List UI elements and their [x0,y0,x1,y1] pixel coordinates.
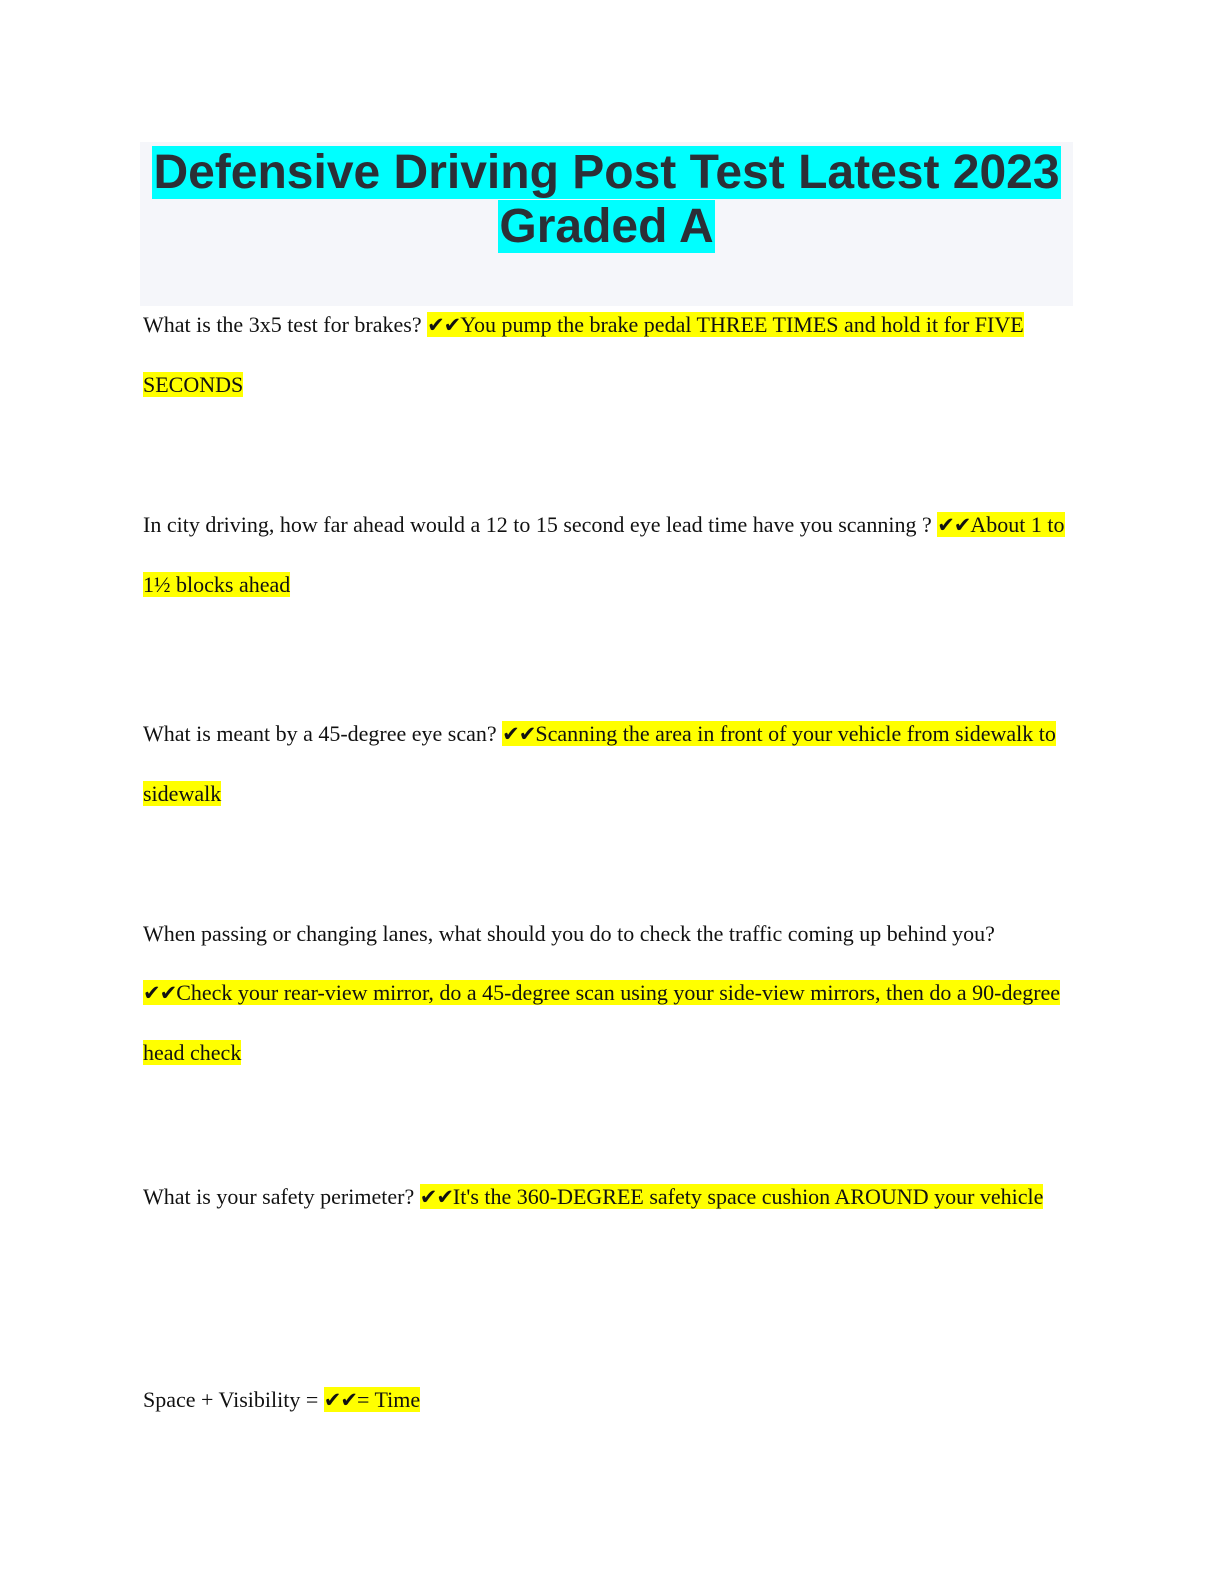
answer-text: Scanning the area in front of your vehicle from sidewalk to sidewalk [143,721,1056,806]
qa-item-5 [143,1167,1078,1227]
qa-item-6 [143,1370,1078,1430]
title-line-1: Defensive Driving Post Test Latest 2023 [153,146,1060,199]
answer-highlight [420,1184,1044,1209]
title-line-2: Graded A [499,200,714,253]
answer-text: You pump the brake pedal THREE TIMES and hold it for FIVE SECONDS [143,312,1024,397]
document-title [140,142,1073,306]
double-check-icon: ✔✔ [427,313,461,337]
answer-text: Check your rear-view mirror, do a 45-degree scan using your side-view mirrors, then do a 90-degree head check [143,980,1061,1065]
answer-text: It's the 360-DEGREE safety space cushion AROUND your vehicle [452,1184,1044,1209]
double-check-icon: ✔✔ [937,513,971,537]
double-check-icon: ✔✔ [502,722,536,746]
qa-item-1 [143,295,1078,414]
double-check-icon: ✔✔ [143,981,177,1005]
question-text: Space + Visibility = [143,1387,324,1412]
answer-text: = Time [356,1387,421,1412]
question-text: What is meant by a 45-degree eye scan? [143,721,503,746]
qa-item-2 [143,495,1078,614]
question-text: What is the 3x5 test for brakes? [143,312,428,337]
question-text: What is your safety perimeter? [143,1184,420,1209]
qa-item-3 [143,704,1078,823]
answer-highlight [143,980,1060,1065]
double-check-icon: ✔✔ [419,1185,453,1209]
question-text: When passing or changing lanes, what should you do to check the traffic coming up behind you? [143,921,995,946]
double-check-icon: ✔✔ [323,1388,357,1412]
answer-highlight [324,1387,420,1412]
qa-item-4 [143,904,1078,1082]
question-text: In city driving, how far ahead would a 12 to 15 second eye lead time have you scanning ? [143,512,938,537]
answer-text: About 1 to 1½ blocks ahead [143,512,1065,597]
